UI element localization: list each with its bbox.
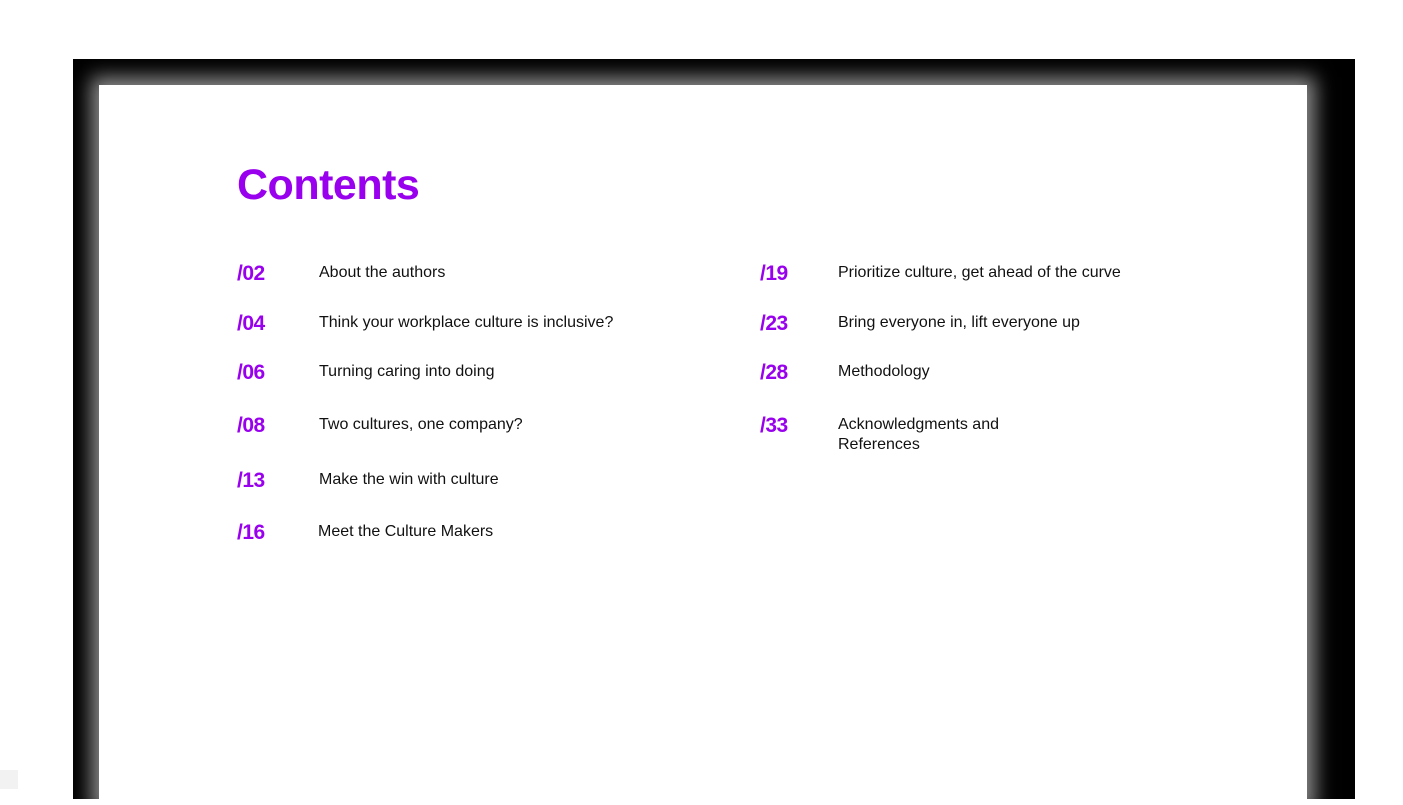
toc-page-number: /13 [237,469,265,492]
toc-label: Make the win with culture [319,471,499,488]
page-title: Contents [237,161,420,209]
toc-label: Meet the Culture Makers [318,523,494,540]
toc-page-number: /04 [237,312,265,335]
document-page [99,85,1307,805]
toc-label: Two cultures, one company? [319,416,523,433]
toc-label: Bring everyone in, lift everyone up [838,314,1080,331]
toc-label: Think your workplace culture is inclusive? [319,314,614,331]
toc-page-number: /28 [760,361,788,384]
toc-page-number: /33 [760,414,788,437]
page-frame [73,59,1355,799]
toc-label: Prioritize culture, get ahead of the curve [838,264,1121,281]
toc-page-number: /19 [760,262,788,285]
toc-page-number: /08 [237,414,265,437]
toc-label: Acknowledgments and References [838,416,999,453]
toc-label: About the authors [319,264,446,281]
toc-label: Methodology [838,363,930,380]
toc-page-number: /02 [237,262,265,285]
toc-page-number: /16 [237,521,265,544]
corner-widget [0,770,18,789]
toc-page-number: /06 [237,361,265,384]
toc-page-number: /23 [760,312,788,335]
toc-label: Turning caring into doing [319,363,495,380]
